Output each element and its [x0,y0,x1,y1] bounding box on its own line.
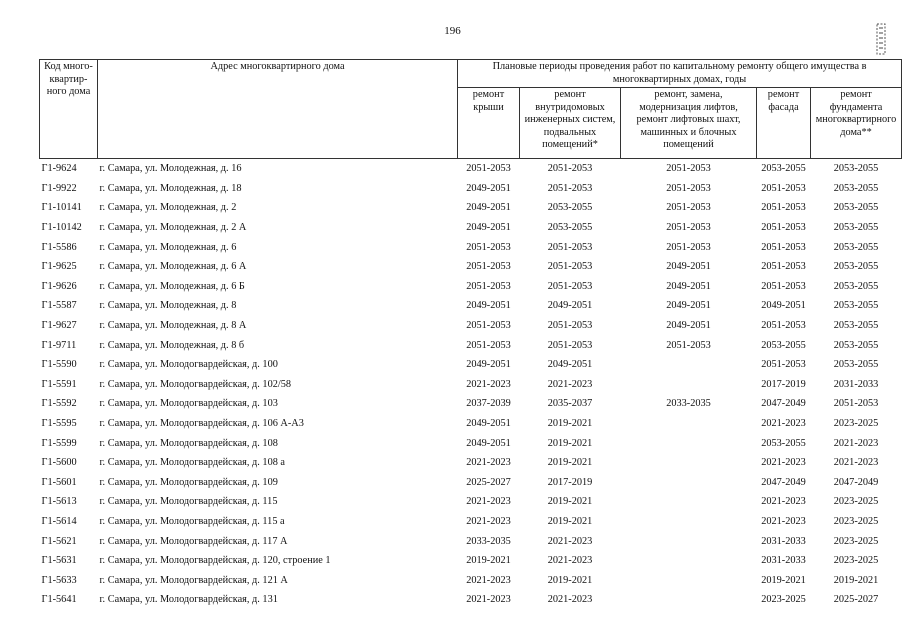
table-row [40,257,902,277]
cell-roof: 2049-2051 [466,182,511,194]
cell-elevators [621,473,757,493]
cell-code: Г1-9922 [41,182,77,194]
cell-roof: 2049-2051 [466,437,511,449]
cell-elevators [621,453,757,473]
cell-facade: 2047-2049 [761,398,806,410]
cell-code: Г1-5631 [41,555,77,567]
cell-elevators: 2051-2053 [666,182,711,194]
cell-foundation: 2051-2053 [833,398,879,410]
cell-systems: 2019-2021 [547,496,593,508]
header-code: Код много-квартир-ного дома [40,60,98,159]
cell-systems: 2019-2021 [547,418,593,430]
cell-foundation: 2023-2025 [833,535,879,547]
cell-systems: 2021-2023 [547,594,593,606]
header-address: Адрес многоквартирного дома [98,60,458,159]
cell-facade: 2051-2053 [761,261,806,273]
cell-roof: 2051-2053 [466,280,511,292]
cell-facade: 2047-2049 [761,476,806,488]
cell-roof: 2051-2053 [466,241,511,253]
cell-foundation: 2053-2055 [833,261,879,273]
cell-code: Г1-5601 [41,476,77,488]
cell-foundation: 2053-2055 [833,300,879,312]
table-body [40,159,902,610]
cell-facade: 2021-2023 [761,457,806,469]
cell-elevators: 2049-2051 [666,280,711,292]
cell-address: г. Самара, ул. Молодогвардейская, д. 131 [99,594,278,606]
cell-code: Г1-5641 [41,594,77,606]
cell-code: Г1-5633 [41,574,77,586]
cell-address: г. Самара, ул. Молодежная, д. 8 А [99,320,247,332]
stamp-mark-icon [875,22,887,56]
cell-code: Г1-5595 [41,418,77,430]
cell-address: г. Самара, ул. Молодогвардейская, д. 109 [99,476,278,488]
cell-facade: 2051-2053 [761,241,806,253]
cell-elevators: 2049-2051 [666,261,711,273]
page-number: 196 [444,25,461,37]
header-facade: ремонт фасада [757,88,811,159]
cell-elevators [621,492,757,512]
cell-address: г. Самара, ул. Молодежная, д. 6 А [99,261,247,273]
cell-elevators [621,551,757,571]
cell-code: Г1-10142 [41,222,82,234]
cell-facade: 2023-2025 [761,594,806,606]
cell-foundation: 2053-2055 [833,359,879,371]
cell-facade: 2019-2021 [761,574,806,586]
table-row [40,414,902,434]
cell-address: г. Самара, ул. Молодежная, д. 16 [99,163,242,175]
cell-elevators: 2051-2053 [666,222,711,234]
cell-code: Г1-5591 [41,378,77,390]
cell-code: Г1-9626 [41,280,77,292]
cell-elevators: 2049-2051 [666,320,711,332]
cell-roof: 2025-2027 [466,476,511,488]
cell-systems: 2021-2023 [547,378,593,390]
cell-roof: 2021-2023 [466,594,511,606]
cell-code: Г1-5586 [41,241,77,253]
cell-elevators: 2051-2053 [666,241,711,253]
table-row [40,198,902,218]
header-elevators: ремонт, замена, модернизация лифтов, ремонт лифтовых шахт, машинных и блочных помещений [621,88,757,159]
cell-address: г. Самара, ул. Молодежная, д. 8 [99,300,237,312]
table-row [40,335,902,355]
cell-code: Г1-5614 [41,515,77,527]
cell-roof: 2051-2053 [466,163,511,175]
cell-code: Г1-5613 [41,496,77,508]
header-roof: ремонт крыши [458,88,520,159]
cell-facade: 2031-2033 [761,535,806,547]
cell-code: Г1-9625 [41,261,77,273]
cell-facade: 2051-2053 [761,280,806,292]
header-systems: ремонт внутридомовых инженерных систем, подвальных помещений* [520,88,621,159]
cell-elevators [621,375,757,395]
cell-code: Г1-9711 [41,339,77,351]
cell-address: г. Самара, ул. Молодогвардейская, д. 120, строение 1 [99,555,331,567]
cell-systems: 2019-2021 [547,437,593,449]
table-row [40,433,902,453]
cell-facade: 2021-2023 [761,515,806,527]
cell-address: г. Самара, ул. Молодогвардейская, д. 115 [99,496,278,508]
cell-elevators: 2051-2053 [666,339,711,351]
cell-elevators: 2049-2051 [666,300,711,312]
cell-systems: 2021-2023 [547,555,593,567]
cell-roof: 2049-2051 [466,359,511,371]
cell-systems: 2035-2037 [547,398,593,410]
table-row [40,551,902,571]
cell-foundation: 2053-2055 [833,280,879,292]
cell-code: Г1-10141 [41,202,82,214]
cell-roof: 2049-2051 [466,300,511,312]
cell-facade: 2051-2053 [761,182,806,194]
cell-elevators [621,512,757,532]
table-row [40,179,902,199]
cell-foundation: 2031-2033 [833,378,879,390]
cell-roof: 2021-2023 [466,378,511,390]
cell-systems: 2049-2051 [547,300,593,312]
cell-elevators [621,590,757,610]
cell-roof: 2021-2023 [466,496,511,508]
cell-foundation: 2053-2055 [833,222,879,234]
cell-elevators [621,433,757,453]
cell-roof: 2051-2053 [466,261,511,273]
table-row [40,237,902,257]
cell-facade: 2053-2055 [761,163,806,175]
cell-systems: 2051-2053 [547,241,593,253]
cell-roof: 2021-2023 [466,574,511,586]
cell-facade: 2021-2023 [761,418,806,430]
cell-facade: 2021-2023 [761,496,806,508]
table-row [40,453,902,473]
cell-foundation: 2019-2021 [833,574,879,586]
table-row [40,394,902,414]
cell-foundation: 2023-2025 [833,515,879,527]
cell-address: г. Самара, ул. Молодогвардейская, д. 121 А [99,574,288,586]
cell-foundation: 2053-2055 [833,202,879,214]
cell-roof: 2049-2051 [466,222,511,234]
cell-address: г. Самара, ул. Молодежная, д. 18 [99,182,242,194]
cell-address: г. Самара, ул. Молодежная, д. 6 Б [99,280,245,292]
table-row [40,296,902,316]
cell-facade: 2053-2055 [761,339,806,351]
cell-systems: 2051-2053 [547,163,593,175]
cell-code: Г1-5592 [41,398,77,410]
cell-foundation: 2023-2025 [833,555,879,567]
cell-systems: 2051-2053 [547,261,593,273]
cell-roof: 2019-2021 [466,555,511,567]
cell-foundation: 2021-2023 [833,457,879,469]
cell-code: Г1-5599 [41,437,77,449]
table-row [40,159,902,179]
cell-elevators [621,414,757,434]
cell-elevators [621,531,757,551]
table-row [40,531,902,551]
cell-address: г. Самара, ул. Молодогвардейская, д. 102/58 [99,378,292,390]
cell-address: г. Самара, ул. Молодежная, д. 2 А [99,222,247,234]
cell-roof: 2049-2051 [466,418,511,430]
cell-roof: 2037-2039 [466,398,511,410]
cell-address: г. Самара, ул. Молодежная, д. 6 [99,241,237,253]
cell-foundation: 2053-2055 [833,241,879,253]
cell-roof: 2021-2023 [466,515,511,527]
cell-code: Г1-9627 [41,320,77,332]
header-periods-group: Плановые периоды проведения работ по капитальному ремонту общего имущества в многоквартирных домах, годы [458,60,902,88]
cell-systems: 2051-2053 [547,182,593,194]
table-row [40,570,902,590]
cell-address: г. Самара, ул. Молодогвардейская, д. 100 [99,359,278,371]
table-row [40,218,902,238]
cell-foundation: 2047-2049 [833,476,879,488]
cell-foundation: 2053-2055 [833,163,879,175]
table-row [40,375,902,395]
table-row [40,316,902,336]
cell-systems: 2053-2055 [547,202,593,214]
cell-facade: 2053-2055 [761,437,806,449]
cell-systems: 2053-2055 [547,222,593,234]
cell-facade: 2031-2033 [761,555,806,567]
cell-facade: 2051-2053 [761,320,806,332]
table-row [40,355,902,375]
cell-elevators: 2033-2035 [666,398,711,410]
cell-foundation: 2023-2025 [833,496,879,508]
cell-address: г. Самара, ул. Молодогвардейская, д. 103 [99,398,278,410]
cell-systems: 2019-2021 [547,457,593,469]
cell-address: г. Самара, ул. Молодогвардейская, д. 108 [99,437,278,449]
cell-elevators [621,570,757,590]
cell-systems: 2021-2023 [547,535,593,547]
cell-code: Г1-5590 [41,359,77,371]
cell-systems: 2051-2053 [547,280,593,292]
capital-repair-table [39,59,902,610]
cell-roof: 2033-2035 [466,535,511,547]
table-row [40,473,902,493]
cell-systems: 2019-2021 [547,574,593,586]
cell-address: г. Самара, ул. Молодогвардейская, д. 106 А-А3 [99,418,304,430]
cell-roof: 2021-2023 [466,457,511,469]
cell-code: Г1-5600 [41,457,77,469]
table-row [40,512,902,532]
cell-roof: 2051-2053 [466,339,511,351]
header-foundation: ремонт фундамента многоквартирного дома** [811,88,902,159]
cell-address: г. Самара, ул. Молодогвардейская, д. 115 а [99,515,285,527]
table-header-row [40,60,902,88]
cell-address: г. Самара, ул. Молодогвардейская, д. 108 а [99,457,286,469]
cell-code: Г1-5587 [41,300,77,312]
cell-facade: 2051-2053 [761,202,806,214]
cell-systems: 2017-2019 [547,476,593,488]
table-row [40,277,902,297]
cell-foundation: 2021-2023 [833,437,879,449]
cell-roof: 2051-2053 [466,320,511,332]
cell-foundation: 2023-2025 [833,418,879,430]
cell-foundation: 2025-2027 [833,594,879,606]
table-row [40,492,902,512]
cell-systems: 2051-2053 [547,339,593,351]
table-row [40,590,902,610]
cell-code: Г1-5621 [41,535,77,547]
cell-address: г. Самара, ул. Молодежная, д. 8 б [99,339,245,351]
cell-facade: 2051-2053 [761,222,806,234]
cell-foundation: 2053-2055 [833,320,879,332]
cell-facade: 2049-2051 [761,300,806,312]
cell-roof: 2049-2051 [466,202,511,214]
cell-foundation: 2053-2055 [833,339,879,351]
cell-elevators: 2051-2053 [666,202,711,214]
cell-foundation: 2053-2055 [833,182,879,194]
cell-code: Г1-9624 [41,163,77,175]
cell-facade: 2051-2053 [761,359,806,371]
cell-elevators: 2051-2053 [666,163,711,175]
cell-address: г. Самара, ул. Молодогвардейская, д. 117 А [99,535,288,547]
cell-systems: 2049-2051 [547,359,593,371]
cell-facade: 2017-2019 [761,378,806,390]
cell-address: г. Самара, ул. Молодежная, д. 2 [99,202,237,214]
cell-systems: 2019-2021 [547,515,593,527]
cell-elevators [621,355,757,375]
cell-systems: 2051-2053 [547,320,593,332]
